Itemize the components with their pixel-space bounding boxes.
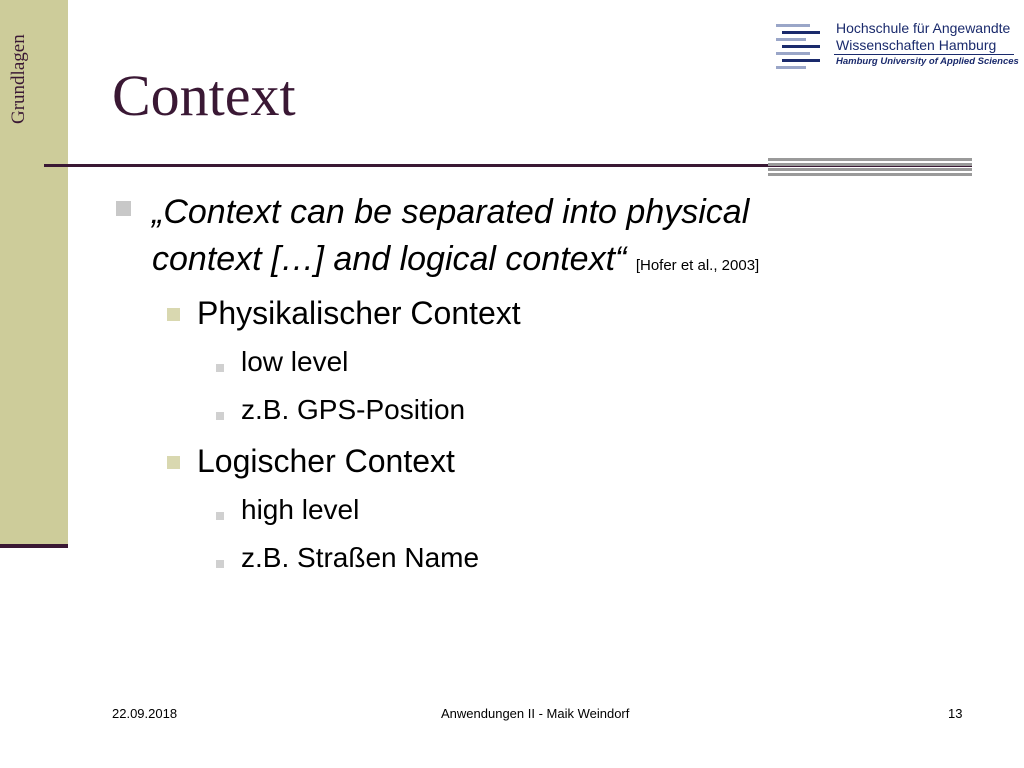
- page-number: 13: [948, 706, 963, 721]
- bullet-square: [216, 512, 224, 520]
- list-item: z.B. Straßen Name: [241, 542, 480, 573]
- logo-text-line-2: Wissenschaften Hamburg: [836, 37, 997, 53]
- list-item: low level: [241, 346, 349, 377]
- page-title: Context: [112, 63, 296, 128]
- quote-text: context […] and logical context“: [152, 240, 627, 278]
- list-item: z.B. GPS-Position: [241, 394, 466, 425]
- bullet-square: [216, 560, 224, 568]
- section-label: Grundlagen: [8, 34, 29, 124]
- footer-presenter: Anwendungen II - Maik Weindorf: [441, 706, 630, 721]
- list-item: high level: [241, 494, 360, 525]
- citation: [Hofer et al., 2003]: [635, 257, 760, 274]
- bullet-square: [167, 308, 180, 321]
- bullet-square: [216, 364, 224, 372]
- logical-context-heading: Logischer Context: [197, 443, 455, 479]
- quote-line-1: „Context can be separated into physical: [152, 193, 750, 231]
- bullet-square: [167, 456, 180, 469]
- logo-text-line-3: Hamburg University of Applied Sciences: [836, 56, 1019, 67]
- quote-line-2: [152, 239, 759, 286]
- bullet-square: [116, 201, 131, 216]
- logo-text-line-1: Hochschule für Angewandte: [836, 20, 1011, 36]
- physical-context-heading: Physikalischer Context: [197, 295, 521, 331]
- bullet-square: [216, 412, 224, 420]
- footer-date: 22.09.2018: [112, 706, 178, 721]
